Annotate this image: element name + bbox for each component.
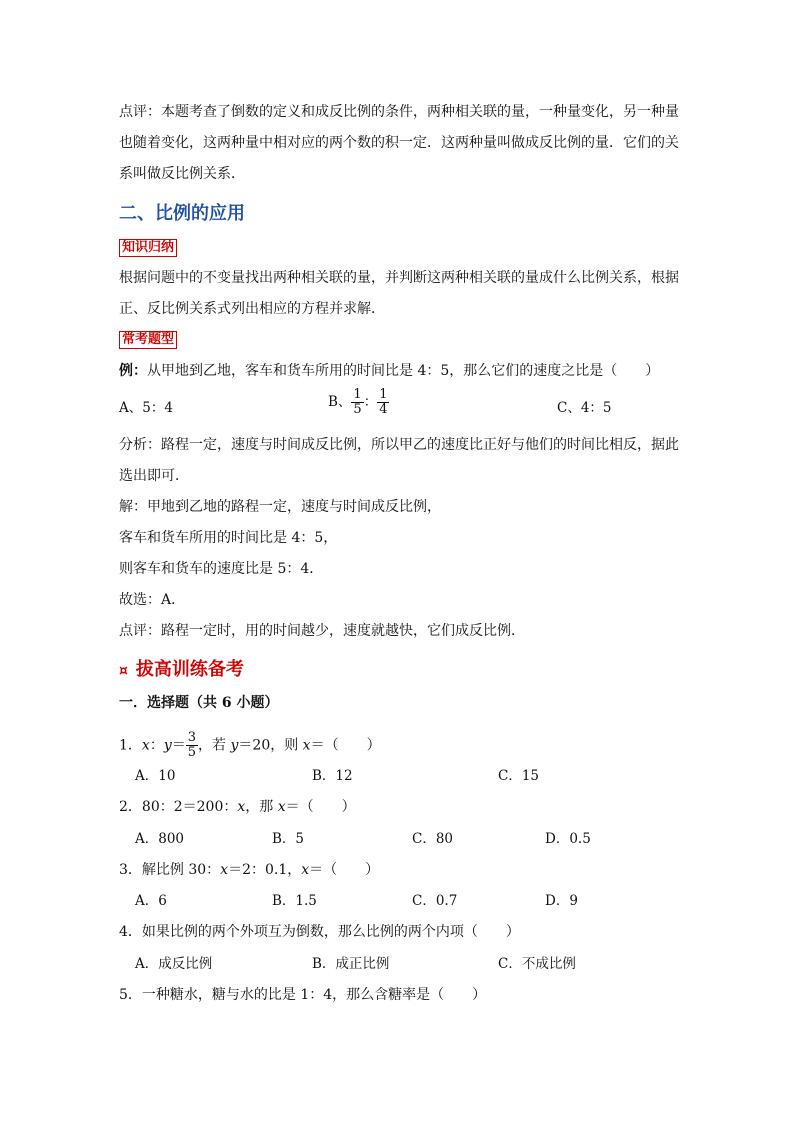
practice-title: 拔高训练备考 bbox=[135, 659, 244, 680]
question-text: ＝20，则 bbox=[238, 737, 303, 754]
example-review: 点评：路程一定时，用的时间越少，速度就越快，它们成反比例． bbox=[119, 623, 525, 639]
fraction-denominator: 5 bbox=[353, 402, 362, 417]
question-text: ＝2：0.1， bbox=[228, 862, 302, 878]
q3-option-b: B．1.5 bbox=[272, 893, 317, 909]
fraction-denominator: 4 bbox=[379, 402, 388, 417]
fraction-numerator: 3 bbox=[187, 730, 197, 745]
knowledge-line-2: 正、反比例关系式列出相应的方程并求解． bbox=[119, 301, 385, 317]
solution-line-2: 客车和货车所用的时间比是 4：5， bbox=[119, 530, 338, 546]
analysis-line-2: 选出即可． bbox=[119, 468, 189, 484]
q1-option-b: B．12 bbox=[312, 768, 353, 784]
question-text: ＝（ ） bbox=[285, 799, 356, 815]
example-text: 从甲地到乙地，客车和货车所用的时间比是 4：5，那么它们的速度之比是（ ） bbox=[147, 363, 660, 379]
knowledge-line-1: 根据问题中的不变量找出两种相关联的量，并判断这两种相关联的量成什么比例关系，根据 bbox=[119, 270, 679, 286]
solution-line-3: 则客车和货车的速度比是 5：4． bbox=[119, 561, 324, 577]
example-prefix: 例： bbox=[119, 363, 147, 379]
fraction-one-fifth bbox=[351, 388, 363, 417]
q1-option-c: C．15 bbox=[498, 768, 540, 784]
q2-option-c: C．80 bbox=[412, 831, 454, 847]
variable-x: x bbox=[302, 737, 311, 754]
review-line-3: 系叫做反比例关系． bbox=[119, 166, 245, 182]
q4-option-a: A．成反比例 bbox=[135, 956, 213, 972]
question-3 bbox=[119, 860, 379, 880]
common-question-tag: 常考题型 bbox=[119, 331, 177, 349]
review-line-2: 也随着变化，这两种量中相对应的两个数的积一定．这两种量叫做成反比例的量．它们的关 bbox=[119, 135, 679, 151]
fraction-numerator: 1 bbox=[379, 387, 388, 402]
example-option-b bbox=[328, 388, 389, 417]
q2-option-d: D．0.5 bbox=[545, 831, 591, 847]
analysis-line-1: 分析：路程一定，速度与时间成反比例，所以甲乙的速度比正好与他们的时间比相反，据此 bbox=[119, 437, 679, 453]
variable-y: y bbox=[230, 737, 239, 754]
question-text: ＝（ ） bbox=[310, 737, 381, 754]
variable-y: y bbox=[163, 737, 172, 754]
option-b-label: B、 bbox=[328, 394, 352, 410]
q1-option-a: A．10 bbox=[135, 768, 176, 784]
section-heading: 二、比例的应用 bbox=[119, 203, 245, 224]
variable-x: x bbox=[237, 799, 246, 815]
question-text: ＝（ ） bbox=[309, 862, 380, 878]
equals: ＝ bbox=[171, 737, 186, 754]
q3-option-c: C．0.7 bbox=[412, 893, 458, 909]
q3-option-d: D．9 bbox=[545, 893, 578, 909]
colon: ： bbox=[149, 737, 164, 754]
question-5: 5．一种糖水，糖与水的比是 1：4，那么含糖率是（ ） bbox=[119, 987, 487, 1003]
review-line-1: 点评：本题考查了倒数的定义和成反比例的条件，两种相关联的量，一种量变化，另一种量 bbox=[119, 104, 679, 120]
q4-option-b: B．成正比例 bbox=[312, 956, 390, 972]
question-text: 2．80：2＝200： bbox=[119, 799, 238, 815]
q4-option-c: C．不成比例 bbox=[498, 956, 576, 972]
fraction-three-fifths bbox=[186, 731, 198, 760]
practice-subtitle: 一．选择题（共 6 小题） bbox=[119, 695, 279, 711]
fraction-denominator: 5 bbox=[187, 745, 197, 760]
example-option-a: A、5：4 bbox=[119, 400, 173, 416]
solution-line-1: 解：甲地到乙地的路程一定，速度与时间成反比例， bbox=[119, 499, 441, 515]
variable-x: x bbox=[301, 862, 310, 878]
diamond-bullet-icon: ¤ bbox=[119, 663, 128, 679]
q2-option-a: A．800 bbox=[135, 831, 185, 847]
question-number: 1． bbox=[119, 737, 142, 754]
fraction-one-fourth bbox=[377, 388, 389, 417]
practice-heading bbox=[119, 655, 244, 681]
question-4: 4．如果比例的两个外项互为倒数，那么比例的两个内项（ ） bbox=[119, 924, 520, 940]
variable-x: x bbox=[141, 737, 150, 754]
example-option-c: C、4：5 bbox=[557, 400, 612, 416]
question-text: ，那 bbox=[245, 799, 278, 815]
variable-x: x bbox=[220, 862, 229, 878]
question-text: ，若 bbox=[198, 737, 231, 754]
fraction-numerator: 1 bbox=[353, 387, 362, 402]
q3-option-a: A．6 bbox=[135, 893, 167, 909]
question-text: 3．解比例 30： bbox=[119, 862, 221, 878]
question-2 bbox=[119, 797, 356, 817]
answer-line: 故选：A． bbox=[119, 592, 186, 608]
example-question bbox=[119, 361, 659, 381]
ratio-colon: ： bbox=[363, 394, 378, 410]
q2-option-b: B．5 bbox=[272, 831, 305, 847]
variable-x: x bbox=[277, 799, 286, 815]
knowledge-tag: 知识归纳 bbox=[119, 239, 177, 257]
question-1 bbox=[119, 731, 381, 760]
